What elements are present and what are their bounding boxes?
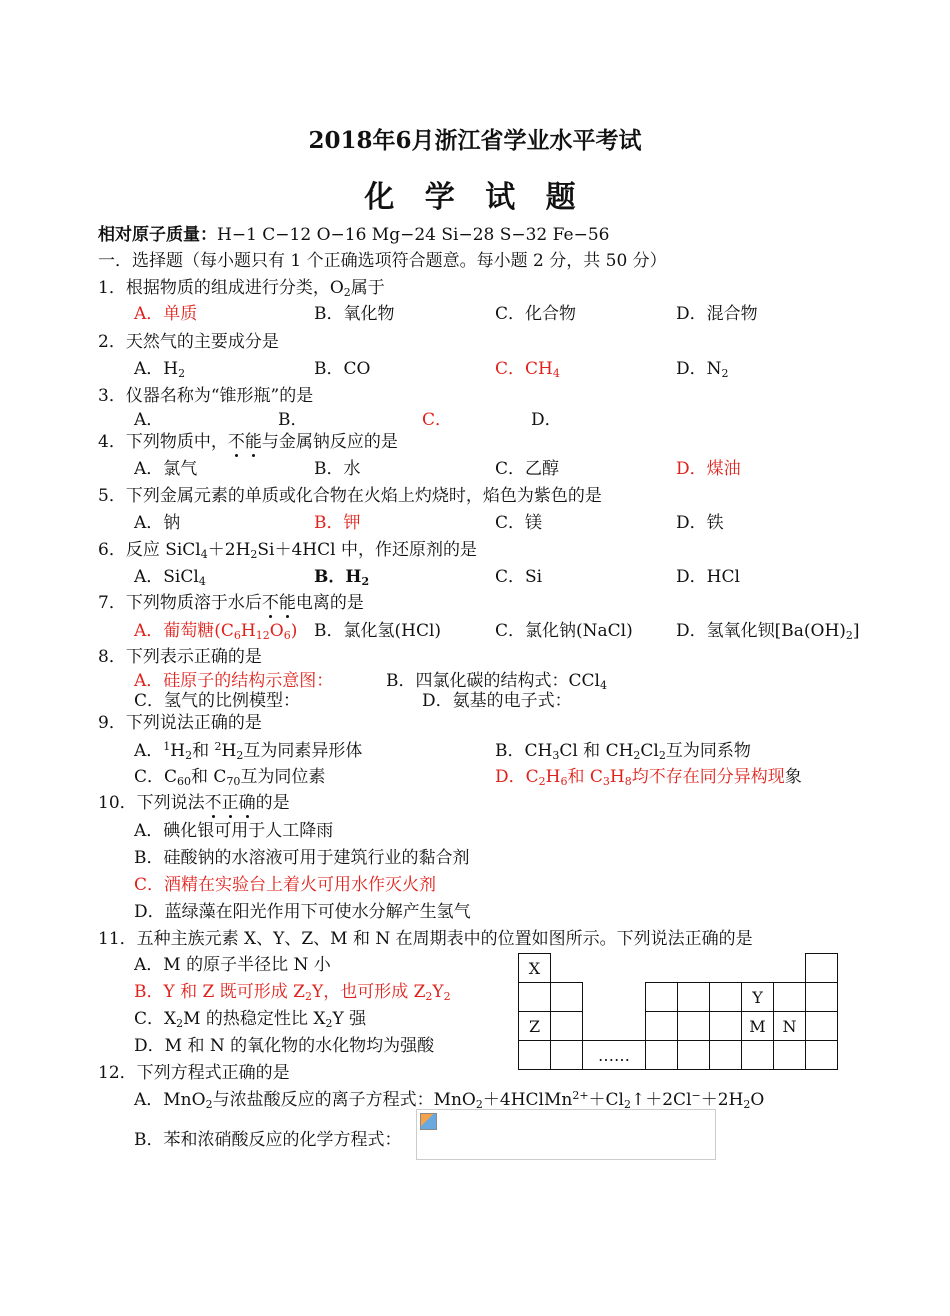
atomic-mass-values: H−1 C−12 O−16 Mg−24 Si−28 S−32 Fe−56	[217, 225, 610, 245]
cell-x: X	[519, 954, 551, 983]
q2-option-c: C．$CH_4$	[495, 359, 560, 380]
q3-option-d: D．	[531, 410, 562, 430]
atomic-mass-line	[98, 220, 609, 245]
cell-y: Y	[742, 983, 774, 1012]
q9-option-c: C．$C_{60}$和 $C_{70}$互为同位素	[134, 767, 326, 788]
q2-stem: 2．天然气的主要成分是	[98, 332, 279, 352]
cell-z: Z	[519, 1012, 551, 1041]
q11-option-c: C．$X_2M$ 的热稳定性比 $X_2Y$ 强	[134, 1009, 367, 1030]
q4-option-b: B．水	[314, 459, 361, 479]
q4-option-d: D．煤油	[676, 459, 741, 479]
q4-option-c: C．乙醇	[495, 459, 560, 479]
cell-empty	[806, 954, 838, 983]
q6-stem: 6．反应 $SiCl_4+2H_2Si+4HCl$ 中，作还原剂的是	[98, 540, 477, 561]
subject-title: 化 学 试 题	[364, 180, 586, 215]
q5-option-c: C．镁	[495, 513, 543, 533]
q10-stem: 10．下列说法不正确的是	[98, 793, 290, 813]
q3-option-a: A．	[134, 410, 164, 430]
q5-option-b: B．钾	[314, 513, 361, 533]
q5-option-d: D．铁	[676, 513, 724, 533]
q9-stem: 9．下列说法正确的是	[98, 713, 262, 733]
q5-stem: 5．下列金属元素的单质或化合物在火焰上灼烧时，焰色为紫色的是	[98, 486, 602, 506]
q8-stem: 8．下列表示正确的是	[98, 647, 262, 667]
q7-option-b: B．氯化氢(HCl)	[314, 621, 442, 641]
q1-option-a: A．单质	[134, 304, 198, 324]
q4-option-a: A．氯气	[134, 459, 198, 479]
q3-option-b: B．	[278, 410, 308, 430]
q2-option-b: B．CO	[314, 359, 371, 379]
q9-option-a: A．$^1H_2$和 $^2H_2$互为同素异形体	[134, 740, 363, 762]
broken-image-icon	[420, 1113, 437, 1130]
q1-option-c: C．化合物	[495, 304, 577, 324]
q3-stem: 3．仪器名称为“锥形瓶”的是	[98, 386, 314, 406]
q5-option-a: A．钠	[134, 513, 181, 533]
q11-stem: 11．五种主族元素 X、Y、Z、M 和 N 在周期表中的位置如图所示。下列说法正确的是	[98, 929, 753, 949]
q1-option-d: D．混合物	[676, 304, 758, 324]
q1-option-b: B．氧化物	[314, 304, 395, 324]
q2-option-d: D．$N_2$	[676, 359, 729, 380]
q2-option-a: A．$H_2$	[134, 359, 186, 380]
q10-option-c: C．酒精在实验台上着火可用水作灭火剂	[134, 875, 437, 895]
q4-stem: 4．下列物质中，不能与金属钠反应的是	[98, 432, 398, 452]
atomic-mass-label: 相对原子质量：	[98, 225, 217, 245]
q1-stem: 1．根据物质的组成进行分类，$O_2$属于	[98, 278, 385, 299]
section-heading: 一．选择题（每小题只有 1 个正确选项符合题意。每小题 2 分，共 50 分）	[98, 251, 667, 271]
q9-option-d: D．$C_2H_6$和 $C_3H_8$均不存在同分异构现象	[495, 767, 802, 788]
q6-option-d: D．HCl	[676, 567, 740, 587]
q8-option-b: B．四氯化碳的结构式：CCl$_4$	[386, 671, 607, 692]
q6-option-a: A．SiCl$_4$	[134, 567, 206, 588]
q11-option-b: B．Y 和 Z 既可形成 $Z_2Y$，也可形成 $Z_2Y_2$	[134, 982, 451, 1003]
q6-option-c: C．Si	[495, 567, 543, 587]
exam-title: 2018年6月浙江省学业水平考试	[308, 127, 642, 154]
q8-option-a: A．硅原子的结构示意图：	[134, 671, 334, 691]
q7-option-c: C．氯化钠(NaCl)	[495, 621, 633, 641]
q11-option-d: D．M 和 N 的氧化物的水化物均为强酸	[134, 1036, 435, 1056]
cell-n: N	[774, 1012, 806, 1041]
q6-option-b: B．$H_2$	[314, 567, 370, 588]
q8-option-d: D．氨基的电子式：	[422, 691, 572, 711]
q10-option-a: A．碘化银可用于人工降雨	[134, 821, 334, 841]
q7-stem: 7．下列物质溶于水后不能电离的是	[98, 593, 364, 613]
q10-option-d: D．蓝绿藻在阳光作用下可使水分解产生氢气	[134, 902, 471, 922]
q12-option-a: A．MnO$_2$与浓盐酸反应的离子方程式：$MnO_2+4HClMn^{2+}+Cl_2↑+2Cl^-+2H_2O$	[134, 1089, 765, 1111]
q12-option-b: B．苯和浓硝酸反应的化学方程式：	[134, 1130, 402, 1150]
q9-option-b: B．$CH_3Cl$ 和 $CH_2Cl_2$互为同系物	[495, 741, 751, 762]
q12-stem: 12．下列方程式正确的是	[98, 1063, 290, 1083]
q7-option-a: A．葡萄糖$(C_6H_{12}O_6)$	[134, 621, 298, 642]
q11-option-a: A．M 的原子半径比 N 小	[134, 955, 331, 975]
q8-option-c: C．氢气的比例模型：	[134, 691, 301, 711]
q7-option-d: D．氢氧化钡$[Ba(OH)_2]$	[676, 621, 860, 642]
q3-option-c: C．	[422, 410, 453, 430]
cell-m: M	[742, 1012, 774, 1041]
q10-option-b: B．硅酸钠的水溶液可用于建筑行业的黏合剂	[134, 848, 470, 868]
cell-ellipsis: ……	[583, 1041, 646, 1070]
broken-image-placeholder	[416, 1109, 716, 1160]
periodic-table-figure	[518, 953, 838, 1070]
